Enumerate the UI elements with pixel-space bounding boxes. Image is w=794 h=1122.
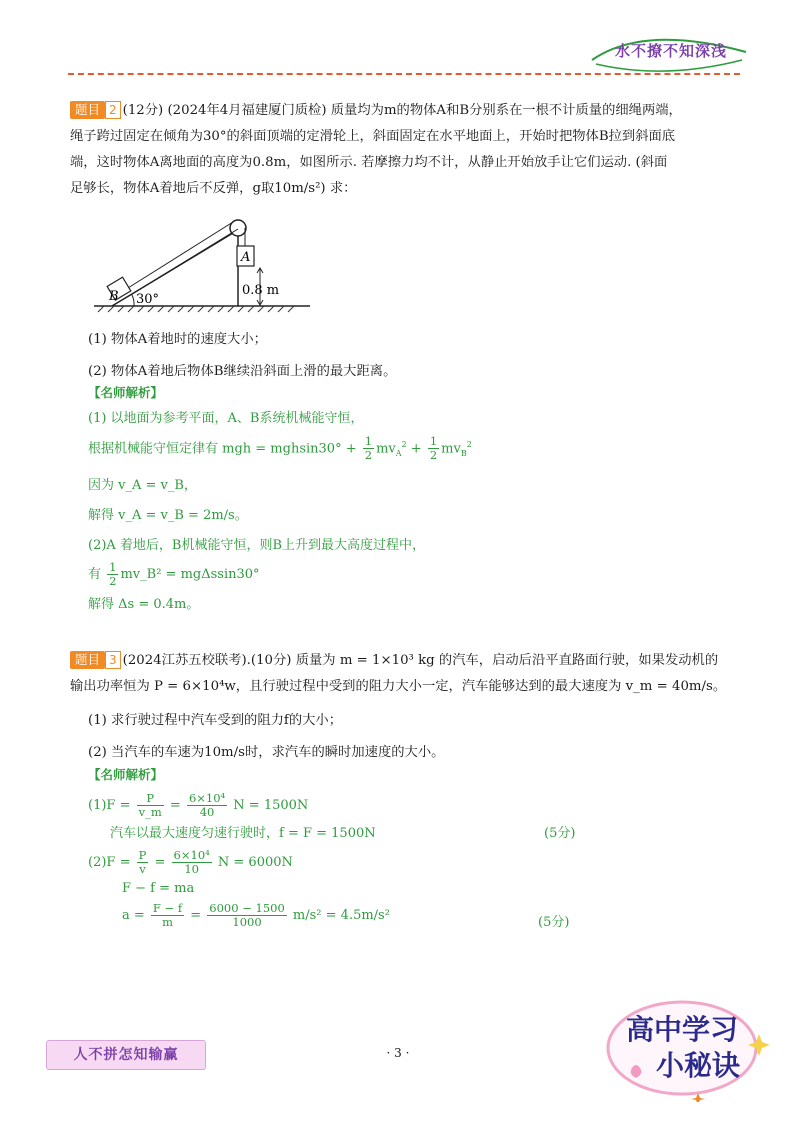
q3-text-1: (2024江苏五校联考).(10分) 质量为 m = 1×10³ kg 的汽车，启动后沿平直路面行驶，如果发动机的	[122, 653, 719, 668]
q2-sub-2: (2) 物体A着地后物体B继续沿斜面上滑的最大距离。	[88, 364, 397, 379]
q2-ans-line-1: (1) 以地面为参考平面，A、B系统机械能守恒，	[88, 411, 364, 426]
fraction: $\frac{P}{v\_m}$	[138, 791, 162, 819]
badge-line-2: 小秘诀	[655, 1049, 740, 1082]
fraction: $\frac{1}{2}$	[109, 559, 117, 588]
q3-subquestions	[88, 708, 728, 766]
q2-line-3: 端，这时物体A离地面的高度为0.8m，如图所示. 若摩擦力均不计，从静止开始放手让它们运动. (斜面	[70, 155, 668, 170]
label-angle: 30°	[136, 292, 160, 307]
question-number: 2	[105, 101, 121, 119]
q2-ans-line-4: 解得 v_A = v_B = 2m/s。	[88, 507, 248, 523]
incline-pulley-figure	[92, 212, 312, 322]
q3-sub-2: (2) 当汽车的车速为10m/s时，求汽车的瞬时加速度的大小。	[88, 745, 445, 760]
fraction: $\frac{1}{2}$	[429, 434, 438, 463]
label-a: A	[241, 250, 251, 265]
q2-ans-line-7: 解得 Δs = 0.4m。	[88, 596, 200, 612]
q2-ans-line-2: 根据机械能守恒定律有 mgh = mghsin30° + $\frac{1}{2}$ $mv_A^2$ + $\frac{1}{2}$ $mv_B^2$	[88, 434, 472, 463]
header-motto: 水不撩不知深浅	[614, 42, 727, 60]
q3-ans-a1: (1)F = $\frac{P}{v\_m}$ = $\frac{\text{6×10⁴}}{40}$ N = 1500N	[88, 791, 309, 819]
page-number: · 3 ·	[386, 1046, 410, 1060]
fraction: $\frac{F - f}{m}$	[152, 901, 183, 929]
q2-text-1: (12分) (2024年4月福建厦门质检) 质量均为m的物体A和B分别系在一根不计质量的细绳两端，	[122, 103, 682, 118]
label-b: B	[109, 289, 119, 304]
answer-title: 【名师解析】	[88, 385, 164, 400]
q3-ans-b3: a = $\frac{F - f}{m}$ = $\frac{6000 - 1500}{1000}$ m/s² = 4.5m/s² (5分)	[88, 902, 728, 929]
header-dashed-rule	[68, 73, 740, 75]
question-number: 3	[105, 651, 121, 669]
score: (5分)	[538, 915, 570, 930]
q3-answer	[88, 762, 728, 929]
q3-ans-b2: F − f = ma	[122, 881, 195, 896]
q2-line-4: 足够长，物体A着地后不反弹，g取10m/s²) 求：	[70, 181, 357, 196]
q2-sub-1: (1) 物体A着地时的速度大小；	[88, 332, 267, 347]
score: (5分)	[544, 826, 576, 841]
q3-sub-1: (1) 求行驶过程中汽车受到的阻力f的大小；	[88, 713, 343, 728]
fraction: $\frac{1}{2}$	[364, 434, 373, 463]
q2-ans-l2-prefix: 根据机械能守恒定律有 mgh = mghsin30° +	[88, 441, 357, 457]
question-3	[70, 648, 730, 700]
badge-line-1: 高中学习	[625, 1013, 738, 1046]
fraction: $\frac{6000 - 1500}{1000}$	[209, 901, 285, 929]
answer-title: 【名师解析】	[88, 767, 164, 782]
q3-ans-a2: 汽车以最大速度匀速行驶时，f = F = 1500N (5分)	[88, 821, 728, 847]
label-height: 0.8 m	[242, 283, 280, 298]
q2-ans-line-3: 因为 v_A = v_B，	[88, 477, 197, 493]
q3-line-2: 输出功率恒为 P = 6×10⁴w，且行驶过程中受到的阻力大小一定，汽车能够达到的最大速度为 v_m = 40m/s。	[70, 679, 727, 694]
q2-answer	[88, 380, 728, 618]
question-tag: 题目	[70, 651, 105, 669]
q2-ans-line-6: 有 $\frac{1}{2}$ mv_B² = mgΔssin30°	[88, 559, 260, 588]
question-tag: 题目	[70, 101, 105, 119]
fraction: $\frac{P}{v}$	[138, 848, 147, 876]
q3-line-1	[70, 648, 730, 674]
q2-ans-line-5: (2)A 着地后，B机械能守恒，则B上升到最大高度过程中，	[88, 537, 426, 553]
study-tips-badge	[604, 998, 770, 1102]
question-2	[70, 98, 730, 202]
fraction: $\frac{\text{6×10⁴}}{10}$	[173, 848, 210, 876]
q3-ans-b1: (2)F = $\frac{P}{v}$ = $\frac{\text{6×10⁴}}{10}$ N = 6000N	[88, 848, 293, 876]
q2-subquestions	[88, 327, 728, 385]
q2-line-2: 绳子跨过固定在倾角为30°的斜面顶端的定滑轮上，斜面固定在水平地面上，开始时把物体B拉到斜面底	[70, 129, 676, 144]
footer-motto: 人不拼怎知输赢	[46, 1040, 206, 1070]
fraction: $\frac{\text{6×10⁴}}{40}$	[188, 791, 226, 819]
q2-line-1	[70, 98, 730, 124]
